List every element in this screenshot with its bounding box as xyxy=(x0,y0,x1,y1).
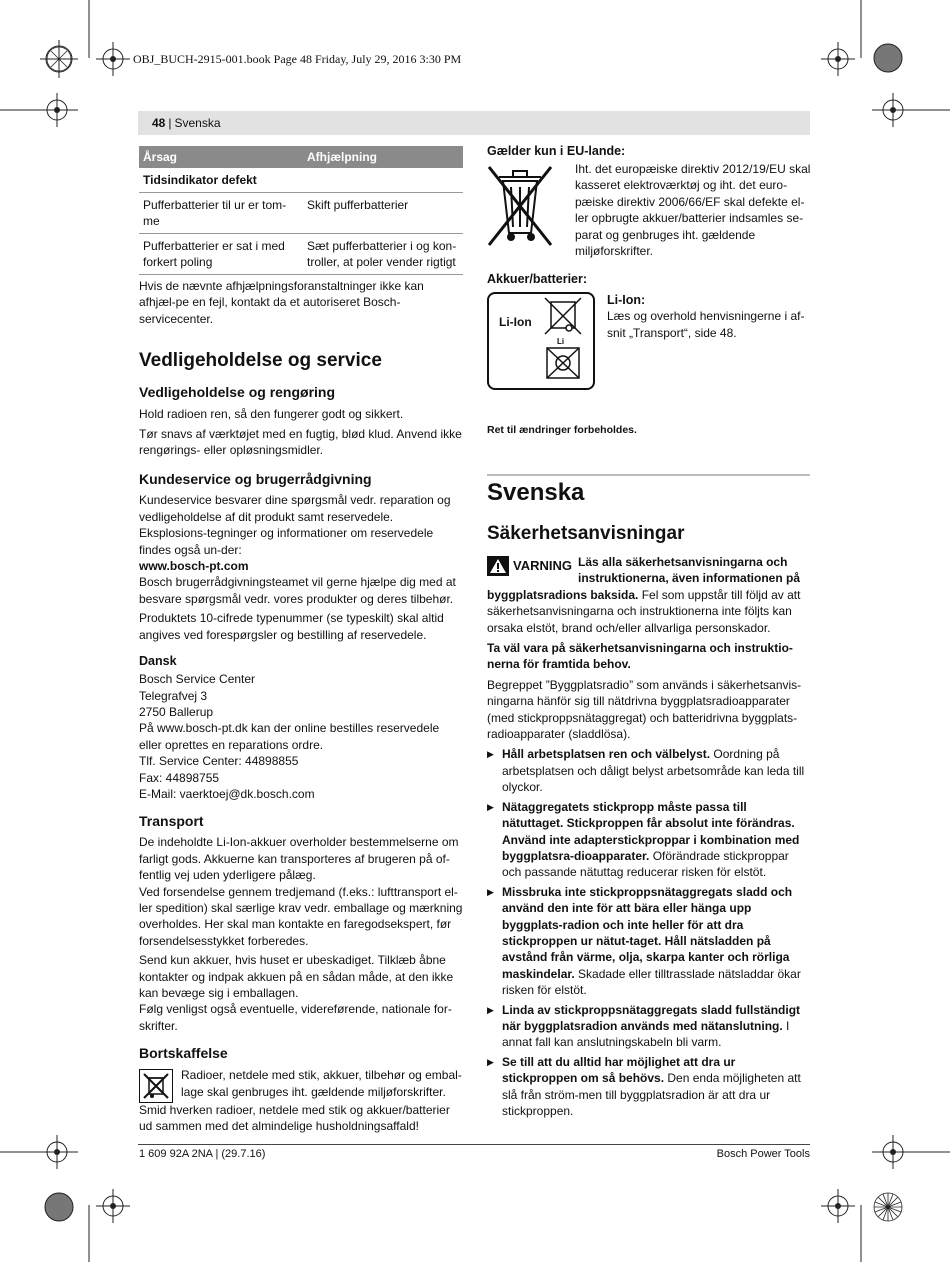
warning-text: Fel som uppstår till följd av att säkerhetsanvisningarna och instruktionerna inte följts kan orsaka elstöt, brand och/eller allvarliga personskador. xyxy=(487,587,801,635)
paragraph: Kundeservice besvarer dine spørgsmål vedr. reparation og vedligeholdelse af dit produkt samt reservedele. Eksplosions-tegninger og informationer om reservedele findes også un-der: xyxy=(139,493,451,557)
address-line: Telegrafvej 3 xyxy=(139,688,208,703)
table-cell-fix: Skift pufferbatterier xyxy=(303,193,463,234)
paragraph: Smid hverken radioer, netdele med stik og akkuer/batterier ud sammen med det almindelige husholdningsaffald! xyxy=(139,1103,450,1134)
warning-label: VARNING xyxy=(513,557,572,573)
liion-block xyxy=(487,292,811,388)
bullet-text: Den enda möjligheten att slå från ström-men till byggplatsradion är att dra ur stickproppen. xyxy=(502,1071,801,1118)
crossed-bin-icon xyxy=(139,1069,173,1103)
footer-rule xyxy=(138,1144,810,1145)
paragraph: Læs og overhold henvisningerne i af-snit „Transport“, side 48. xyxy=(607,309,805,340)
section-divider xyxy=(487,474,810,476)
left-column xyxy=(139,146,463,1138)
bullet-bold: Nätaggregatets stickpropp måste passa till nätuttaget. Stickproppen får absolut inte förändras. Använd inte adapterstickproppar i kombination med byggplatsra-dioapparater. xyxy=(502,799,800,863)
table-section-label: Tidsindikator defekt xyxy=(139,168,463,193)
paragraph: Send kun akkuer, hvis huset er ubeskadiget. Tilklæb åbne kontakter og indpak akkuen på en sådan måde, at den ikke kan bevæge sig i emballagen. xyxy=(139,953,454,1000)
column-header-fix: Afhjælpning xyxy=(303,146,463,168)
section-heading: Vedligeholdelse og service xyxy=(139,350,382,372)
warning-badge xyxy=(487,556,572,576)
address-line: Tlf. Service Center: 44898855 xyxy=(139,754,299,769)
table-section-row xyxy=(139,168,463,193)
table-row xyxy=(139,234,463,275)
weee-bin-icon xyxy=(487,163,553,249)
address-line: E-Mail: vaerktoej@dk.bosch.com xyxy=(139,786,315,801)
subsection-heading: Bortskaffelse xyxy=(139,1045,228,1062)
paragraph: Produktets 10-cifrede typenummer (se typeskilt) skal altid angives ved forespørgsler og bestilling af reservedele. xyxy=(139,611,444,642)
column-header-cause: Årsag xyxy=(139,146,303,168)
list-item xyxy=(487,746,811,795)
table-cell-cause: Pufferbatterier til ur er tom-me xyxy=(139,193,303,234)
footer-brand: Bosch Power Tools xyxy=(716,1148,810,1160)
address-line: På www.bosch-pt.dk kan der online bestilles reservedele eller oprettes en reparations ordre. xyxy=(139,721,440,752)
paragraph: Ved forsendelse gennem tredjemand (f.eks.: lufttransport el-ler spedition) skal særlige krav vedr. emballage og mærkning overholdes. Her skal man kontakte en faregodsekspert, før forsendelsesstykket forberedes. xyxy=(139,884,463,948)
paragraph: Følg venligst også eventuelle, videreførende, nationale for-skrifter. xyxy=(139,1002,452,1033)
liion-heading: Li-Ion: xyxy=(607,293,646,308)
bullet-bold: Håll arbetsplatsen ren och välbelyst. xyxy=(502,747,711,762)
url-text: www.bosch-pt.com xyxy=(139,559,249,574)
paragraph: Ta väl vara på säkerhetsanvisningarna och instruktio-nerna för framtida behov. xyxy=(487,641,793,672)
bullet-bold: Se till att du alltid har möjlighet att dra ur stickproppen om så behövs. xyxy=(502,1054,736,1086)
address-block xyxy=(139,671,463,802)
page-number: 48 xyxy=(152,116,166,130)
eu-heading: Gælder kun i EU-lande: xyxy=(487,144,626,158)
liion-small-label: Li xyxy=(557,337,565,347)
page-header xyxy=(138,111,810,135)
liion-symbol xyxy=(487,292,595,390)
header-separator: | xyxy=(168,116,172,130)
liion-badge-label: Li-Ion xyxy=(499,315,532,330)
section-heading: Säkerhetsanvisningar xyxy=(487,523,685,544)
bullet-bold: Missbruka inte stickproppsnätaggregats sladd och använd den inte för att bära eller hänga upp byggplats-radion och inte heller för att dra stickproppen ur nätut-taget. Håll nätsladden på avstånd från värme, olja, skarpa kanter och rörliga maskindelar. xyxy=(502,884,793,981)
list-item xyxy=(487,799,811,881)
battery-heading: Akkuer/batterier: xyxy=(487,272,588,287)
bullet-bold: Linda av stickproppsnätaggregats sladd fullständigt när byggplatsradion används med nätanslutning. xyxy=(502,1002,801,1033)
paragraph: Begreppet ”Byggplatsradio” som används i säkerhetsanvis-ningarna hänför sig till nätdrivna byggplatsradioapparater (med stickproppsnätaggregat) och batteridrivna byggplats-radioapparater (sladdlösa). xyxy=(487,677,802,742)
paragraph: Bosch brugerrådgivningsteamet vil gerne hjælpe dig med at besvare spørgsmål vedr. vores produkter og deres tilbehør. xyxy=(139,575,456,606)
address-line: 2750 Ballerup xyxy=(139,704,214,719)
paragraph: De indeholdte Li-Ion-akkuer overholder bestemmelserne om farligt gods. Akkuerne kan transporteres af brugeren på of-fentlig vej uden yderligere pålæg. xyxy=(139,835,459,883)
subsection-heading: Transport xyxy=(139,813,204,830)
paragraph: Iht. det europæiske direktiv 2012/19/EU skal kasseret elektroværktøj og iht. det euro-pæiske direktiv 2006/66/EF skal defekte el-ler opbrugte akkuer/batterier indsamles se-parat og genbruges iht. gældende miljøforskrifter. xyxy=(575,162,811,259)
table-cell-fix: Sæt pufferbatterier i og kon-troller, at poler vender rigtigt xyxy=(303,234,463,275)
table-row xyxy=(139,193,463,234)
eu-block xyxy=(487,161,811,259)
right-column-lower xyxy=(487,478,811,1122)
reservation-note: Ret til ændringer forbeholdes. xyxy=(487,424,637,437)
paragraph: Hvis de nævnte afhjælpningsforanstaltninger ikke kan afhjæl-pe en fejl, kontakt da et autoriseret Bosch-servicecenter. xyxy=(139,279,424,326)
language-heading: Svenska xyxy=(487,479,585,506)
address-line: Bosch Service Center xyxy=(139,672,256,687)
subsection-heading: Kundeservice og brugerrådgivning xyxy=(139,471,372,488)
subsection-heading: Vedligeholdelse og rengøring xyxy=(139,384,336,401)
address-line: Fax: 44898755 xyxy=(139,770,220,785)
table-header-row xyxy=(139,146,463,168)
header-language: Svenska xyxy=(174,116,221,130)
paragraph: Radioer, netdele med stik, akkuer, tilbehør og embal-lage skal genbruges iht. gældende miljøforskrifter. xyxy=(181,1068,462,1099)
list-item xyxy=(487,1054,811,1120)
bullet-text: I annat fall kan anslutningskabeln bli varm. xyxy=(502,1018,790,1050)
warning-triangle-icon xyxy=(487,556,509,576)
paragraph: Tør snavs af værktøjet med en fugtig, blød klud. Anvend ikke rengørings- eller opløsningsmidler. xyxy=(139,426,462,458)
bullet-text: Oordning på arbetsplatsen och dåligt belyst arbetsområde kan leda till olyckor. xyxy=(502,747,805,795)
table-cell-cause: Pufferbatterier er sat i med forkert poling xyxy=(139,234,303,275)
country-heading: Dansk xyxy=(139,654,177,669)
right-column xyxy=(487,143,811,442)
warning-block xyxy=(487,554,811,636)
bullet-list xyxy=(487,746,811,1119)
footer-code: 1 609 92A 2NA | (29.7.16) xyxy=(139,1148,266,1160)
bullet-text: Skadade eller tilltrasslade nätsladdar ökar risken för elstöt. xyxy=(502,966,801,998)
list-item xyxy=(487,1002,811,1051)
warning-bold-text: Läs alla säkerhetsanvisningarna och instruktionerna, även informationen på byggplatsradions baksida. xyxy=(487,555,801,602)
list-item xyxy=(487,884,811,999)
troubleshooting-table xyxy=(139,146,463,275)
bullet-text: Oförändrade stickproppar och passande nätuttag reducerar risken för elstöt. xyxy=(502,848,789,880)
disposal-block xyxy=(139,1067,463,1100)
print-slug: OBJ_BUCH-2915-001.book Page 48 Friday, July 29, 2016 3:30 PM xyxy=(133,52,462,66)
paragraph: Hold radioen ren, så den fungerer godt og sikkert. xyxy=(139,407,404,422)
